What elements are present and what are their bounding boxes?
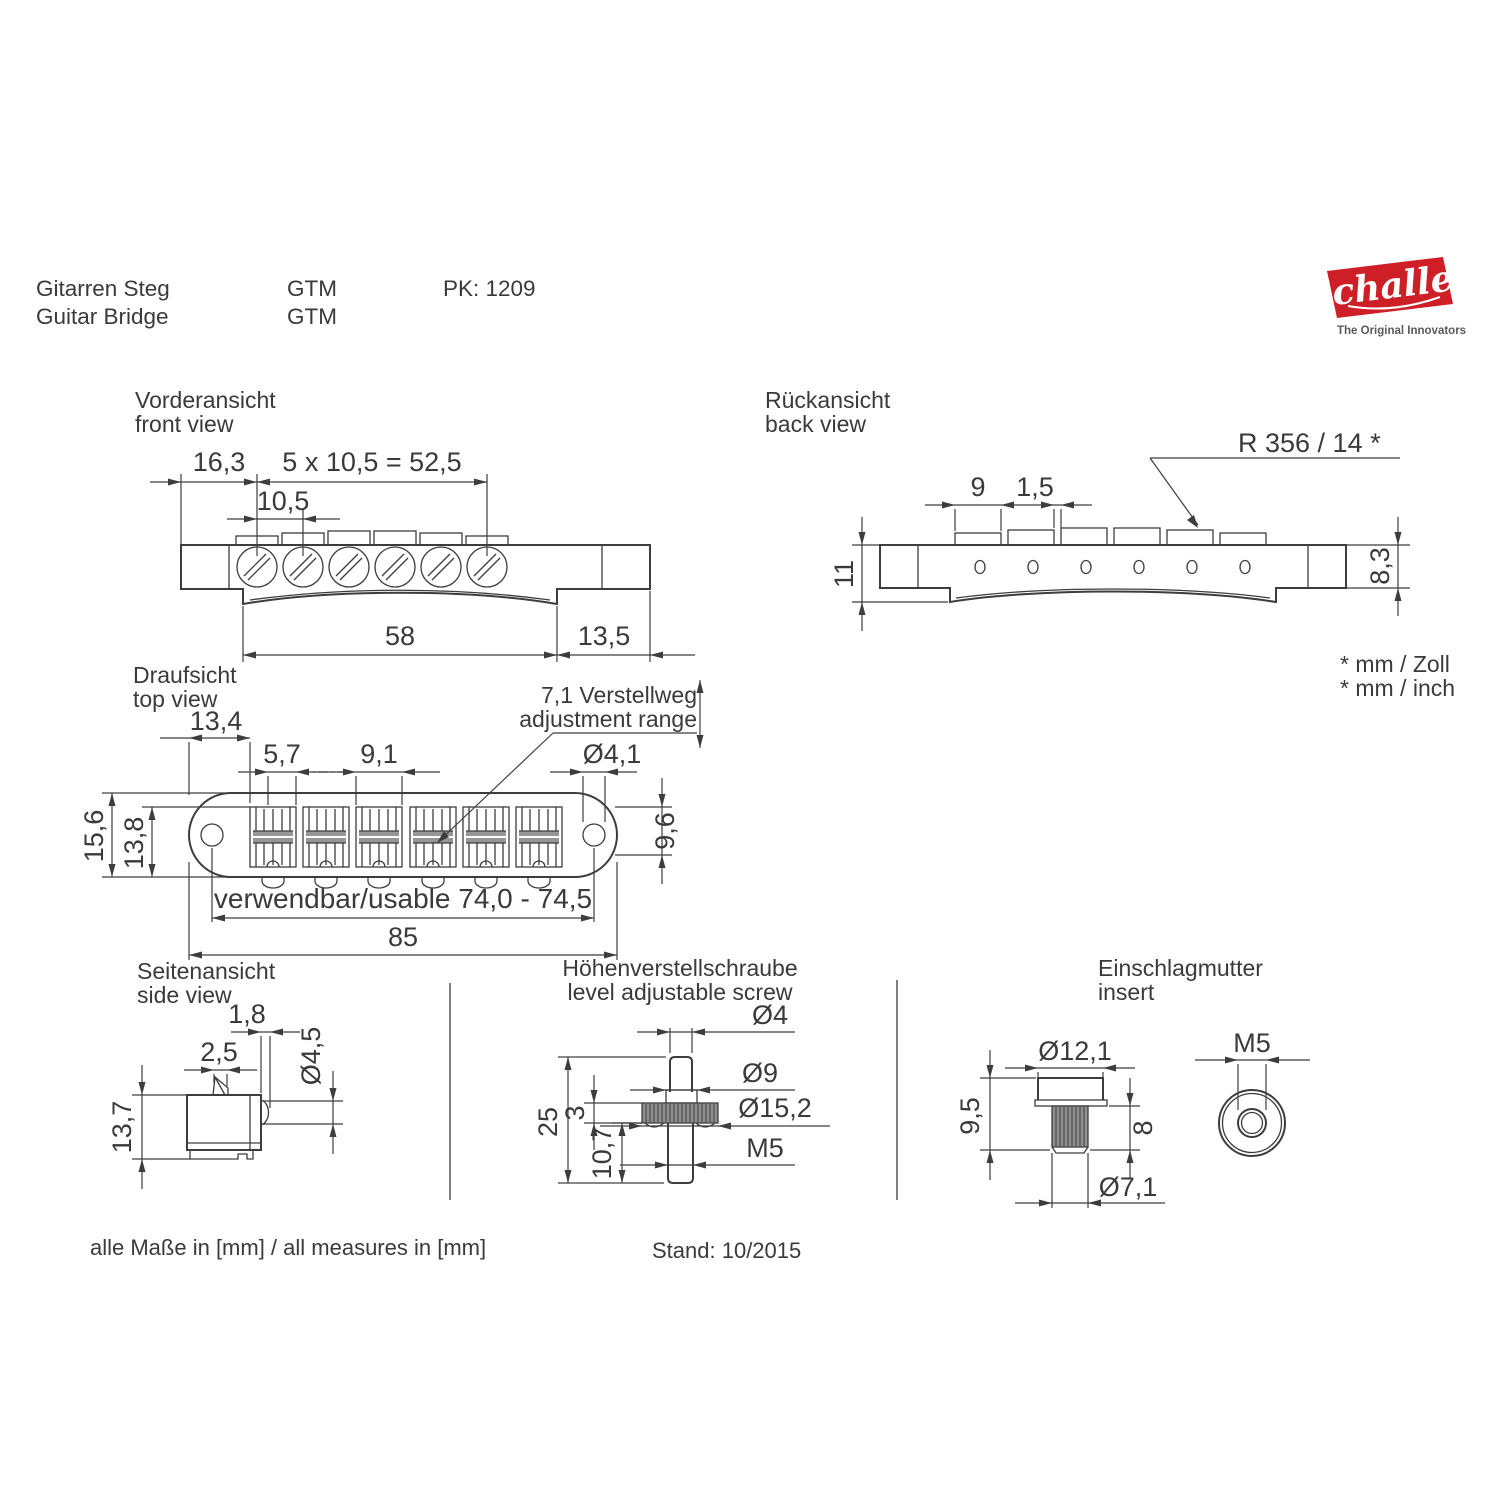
dim-screw-total-len: 25 [533, 1106, 563, 1138]
dim-top-total: 85 [387, 922, 419, 952]
dim-front-pitch-total: 5 x 10,5 = 52,5 [282, 447, 462, 477]
dim-top-right-width: 9,6 [650, 812, 680, 850]
dim-top-hole: Ø4,1 [582, 739, 642, 769]
measures-note: alle Maße in [mm] / all measures in [mm] [90, 1235, 487, 1260]
top-view-label-en: top view [133, 686, 218, 712]
dim-back-saddle-width: 9 [970, 472, 986, 502]
model-english: GTM [287, 304, 337, 329]
dim-back-gap: 1,5 [1016, 472, 1054, 502]
dim-back-end-height: 8,3 [1365, 547, 1395, 585]
dim-top-width-outer: 15,6 [79, 809, 109, 863]
dim-side-tip-offset: 1,8 [228, 999, 266, 1029]
dim-side-tip-width: 2,5 [200, 1037, 238, 1067]
dim-back-radius: R 356 / 14 * [1238, 428, 1381, 458]
top-view-label-de: Draufsicht [133, 662, 237, 688]
screw-thumbwheel [642, 1103, 718, 1123]
insert-view-label-de: Einschlagmutter [1098, 955, 1263, 981]
unit-note-zoll: * mm / Zoll [1340, 651, 1450, 677]
screw-view-label-de: Höhenverstellschraube [562, 955, 798, 981]
back-view-label-de: Rückansicht [765, 387, 891, 413]
title-german: Gitarren Steg [36, 276, 170, 301]
front-view-label-de: Vorderansicht [135, 387, 276, 413]
dim-screw-wheel-h: 3 [560, 1105, 590, 1121]
logo-brand-text: Schaller [1304, 255, 1475, 318]
model-german: GTM [287, 276, 337, 301]
back-view-label-en: back view [765, 411, 866, 437]
dim-top-offset: 13,4 [189, 706, 243, 736]
dim-back-height: 11 [829, 559, 859, 589]
title-english: Guitar Bridge [36, 304, 169, 329]
logo-tagline: The Original Innovators [1337, 325, 1467, 337]
dim-insert-head-dia: Ø12,1 [1038, 1036, 1112, 1066]
dim-front-pitch: 10,5 [256, 486, 310, 516]
dim-side-height: 13,7 [107, 1100, 137, 1154]
dim-front-offset: 16,3 [192, 447, 246, 477]
dim-front-span: 58 [384, 621, 416, 651]
unit-note-inch: * mm / inch [1340, 675, 1456, 701]
dim-top-saddle: 5,7 [263, 739, 301, 769]
dim-screw-shaft-dia: Ø4 [751, 1000, 789, 1030]
dim-top-width-inner: 13,8 [119, 816, 149, 870]
dim-insert-height: 9,5 [955, 1097, 985, 1135]
insert-body [1052, 1106, 1088, 1147]
dim-screw-wheel-dia: Ø15,2 [738, 1093, 812, 1123]
dim-screw-thread: M5 [746, 1133, 784, 1163]
dim-screw-collar-dia: Ø9 [741, 1058, 779, 1088]
side-view-label-de: Seitenansicht [137, 958, 276, 984]
annotation-adjustment-de: 7,1 Verstellweg [541, 682, 697, 708]
insert-view-label-en: insert [1098, 979, 1155, 1005]
side-view-label-en: side view [137, 982, 232, 1008]
footer [90, 1235, 801, 1263]
dim-side-screw-dia: Ø4,5 [296, 1026, 326, 1086]
dim-screw-thread-len: 10,7 [587, 1126, 617, 1180]
dim-front-end: 13,5 [577, 621, 631, 651]
screw-view-label-en: level adjustable screw [567, 979, 793, 1005]
part-number: PK: 1209 [443, 276, 536, 301]
front-view-label-en: front view [135, 411, 234, 437]
annotation-adjustment-en: adjustment range [519, 706, 697, 732]
revision-date: Stand: 10/2015 [652, 1238, 802, 1263]
dim-top-slot: 9,1 [360, 739, 398, 769]
dim-insert-body-dia: Ø7,1 [1098, 1172, 1158, 1202]
dim-top-usable: verwendbar/usable 74,0 - 74,5 [213, 883, 593, 914]
dim-insert-body-len: 8 [1128, 1120, 1158, 1136]
dim-insert-thread: M5 [1233, 1028, 1271, 1058]
